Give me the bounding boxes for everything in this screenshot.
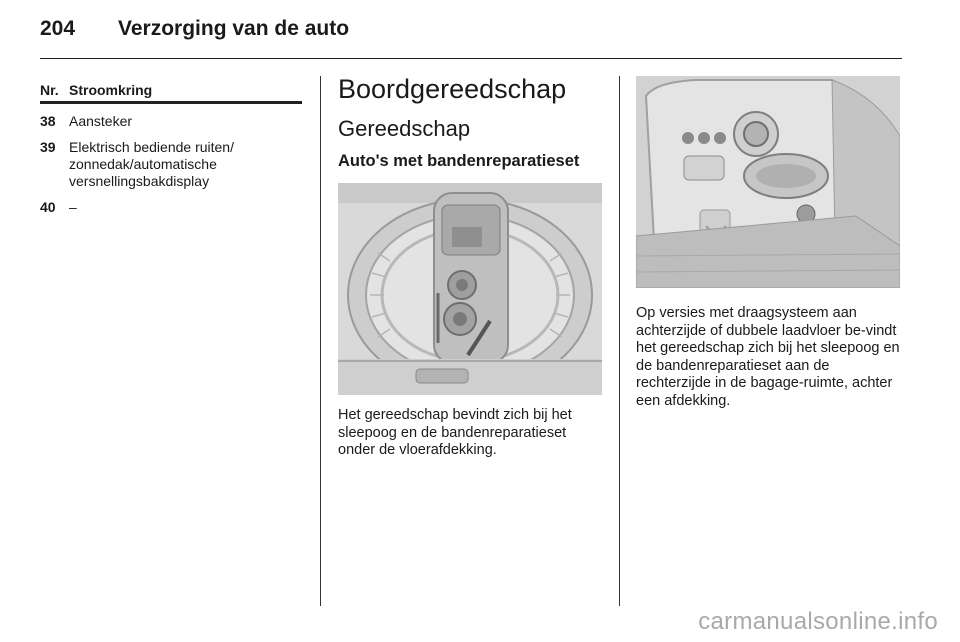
- table-header: [40, 82, 302, 104]
- page-title: Verzorging van de auto: [118, 17, 350, 40]
- fuse-circuit: Elektrisch bediende ruiten/ zonnedak/automatische versnellingsbakdisplay: [69, 139, 234, 189]
- spare-wheel-well-illustration: [338, 183, 602, 395]
- paragraph-tools-location: Het gereedschap bevindt zich bij het sleepoog en de bandenreparatieset onder de vloerafdekking.: [338, 407, 572, 458]
- fuse-circuit: –: [69, 199, 77, 215]
- fuse-circuit: Aansteker: [69, 113, 133, 129]
- header-divider: [40, 58, 902, 59]
- column-divider-1: [320, 76, 321, 606]
- table-row: [40, 113, 302, 130]
- section-subsubheading: Auto's met bandenreparatieset: [338, 152, 580, 170]
- cargo-area-side-panel-illustration: [636, 76, 900, 288]
- table-row: [40, 139, 302, 190]
- fuse-number: 40: [40, 199, 56, 215]
- page-number: 204: [40, 17, 76, 40]
- table-row: [40, 199, 302, 216]
- paragraph-alternate-location: Op versies met draagsysteem aan achterzijde of dubbele laadvloer be-vindt het gereedschap zich bij het sleepoog en de bandenreparatieset aan de rechterzijde in de bagage-ruimte, achter een afdekking.: [636, 305, 900, 409]
- fuse-table: [40, 82, 302, 216]
- section-heading: Boordgereedschap: [338, 74, 567, 104]
- watermark-text: carmanualsonline.info: [698, 608, 938, 635]
- column-header-circuit: Stroomkring: [69, 82, 153, 98]
- section-subheading: Gereedschap: [338, 116, 471, 141]
- fuse-number: 38: [40, 113, 56, 129]
- column-header-nr: Nr.: [40, 82, 59, 98]
- column-divider-2: [619, 76, 620, 606]
- fuse-number: 39: [40, 139, 56, 155]
